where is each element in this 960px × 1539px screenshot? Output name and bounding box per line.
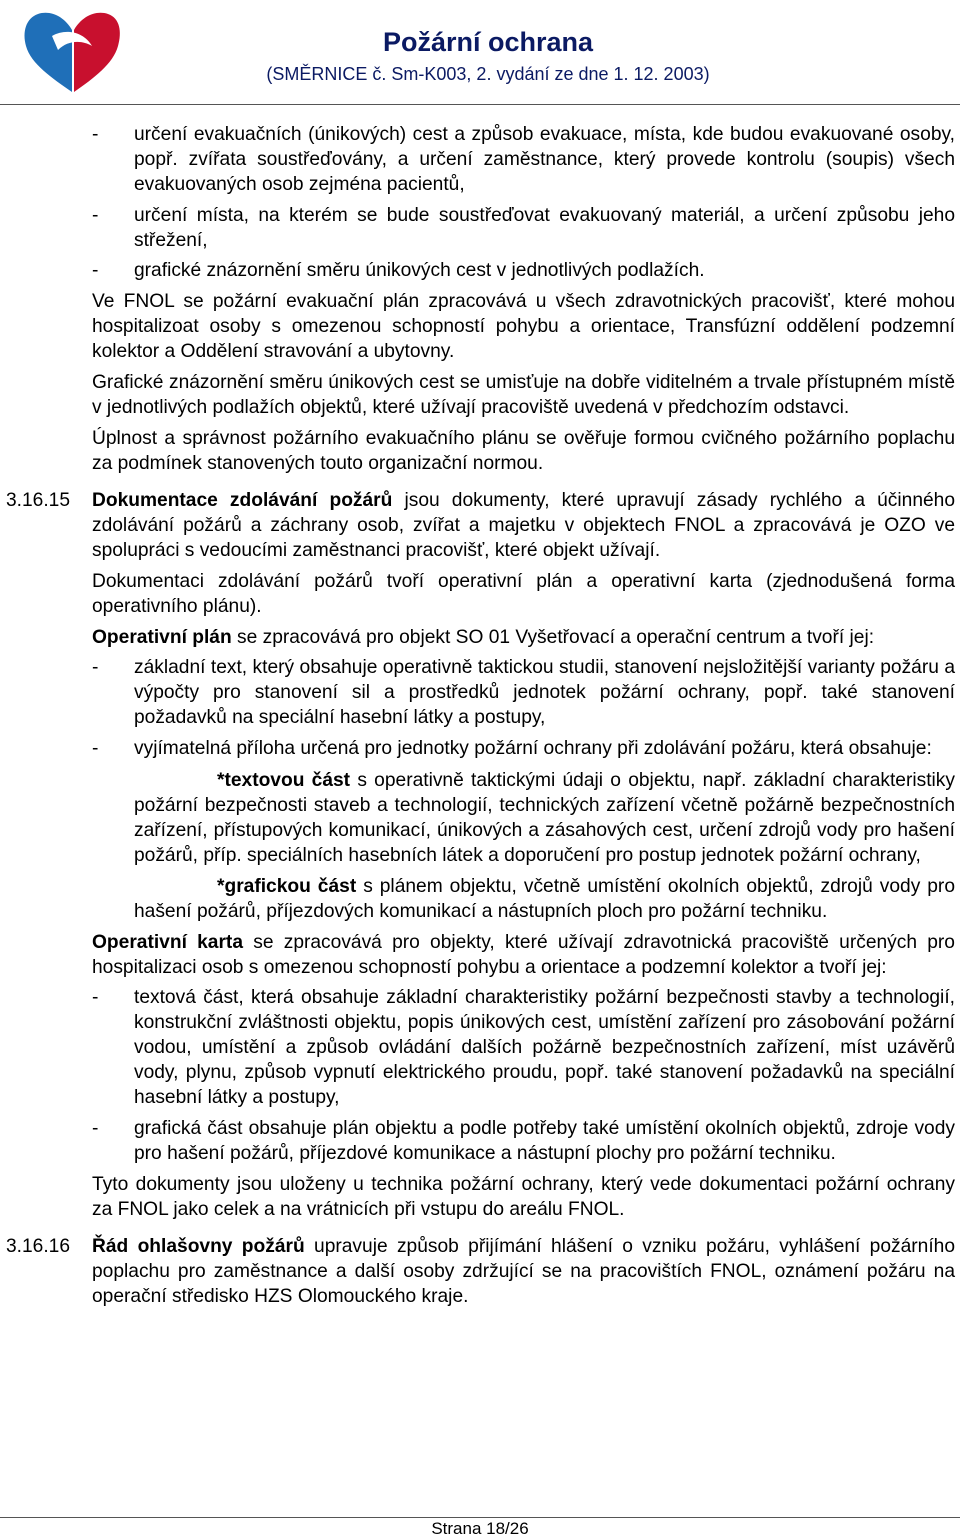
sub-item-text-part: *textovou část s operativně taktickými údaji o objektu, např. základní charakteristiky požární bezpečnosti staveb a technologií, technických zařízení včetně požárně bezpečnostních zařízení, přístupových komunikací, únikových a zásahových cest, určení zdrojů vody pro hašení požárů, příp. speciálních hasebních látek a doporučení pro postup jednotek požární ochrany,	[134, 770, 955, 866]
hospital-logo	[22, 6, 122, 96]
section-heading: Dokumentace zdolávání požárů	[92, 490, 393, 511]
list-item: - určení evakuačních (únikových) cest a způsob evakuace, místa, kde budou evakuované osoby, popř. zvířata soustřeďovány, a určení zaměstnance, který provede kontrolu (soupis) všech evakuovaných osob zejména pacientů,	[92, 124, 955, 195]
section-3-16-16: 3.16.16 Řád ohlašovny požárů upravuje způsob přijímání hlášení o vzniku požáru, vyhlášení požárního poplachu pro zaměstnance a další osoby zdržující se na pracovištích FNOL, oznámení požáru na operační středisko HZS Olomouckého kraje.	[6, 1236, 956, 1307]
paragraph: Úplnost a správnost požárního evakuačního plánu se ověřuje formou cvičného požárního poplachu za podmínek stanovených touto organizační normou.	[92, 428, 955, 474]
list-item: - základní text, který obsahuje operativně taktickou studii, stanovení nejsložitější varianty požáru a výpočty pro stanovení sil a prostředků jednotek požární ochrany, popř. také stanovení požadavků na speciální hasební látky a postupy,	[92, 657, 955, 728]
footer-divider	[0, 1517, 960, 1518]
paragraph: Operativní karta se zpracovává pro objekty, které užívají zdravotnická pracoviště určených pro hospitalizaci osob s omezenou schopností pohybu a orientace a podzemní kolektor a tvoří jej:	[92, 932, 955, 978]
list-item: - grafická část obsahuje plán objektu a podle potřeby také umístění okolních objektů, zdroje vody pro hašení požárů, příjezdové komunikace a nástupní plochy pro požární techniku.	[92, 1118, 955, 1164]
sub-item-graphic-part: *grafickou část s plánem objektu, včetně umístění okolních objektů, zdrojů vody pro hašení požárů, příjezdových komunikací a nástupních ploch pro požární techniku.	[134, 876, 955, 922]
logo-red-half	[74, 13, 120, 92]
paragraph: Grafické znázornění směru únikových cest se umisťuje na dobře viditelném a trvale přístupném místě v jednotlivých podlažích objektů, které užívají pracoviště uvedená v předchozím odstavci.	[92, 372, 955, 418]
paragraph: Tyto dokumenty jsou uloženy u technika požární ochrany, který vede dokumentaci požární ochrany za FNOL jako celek a na vrátnicích při vstupu do areálu FNOL.	[92, 1174, 955, 1220]
page-number: Strana 18/26	[431, 1519, 529, 1538]
section-number: 3.16.16	[6, 1236, 71, 1257]
term-operativni-plan: Operativní plán	[92, 627, 232, 648]
section-number: 3.16.15	[6, 490, 71, 511]
header-divider	[0, 104, 960, 105]
section-3-16-15: 3.16.15 Dokumentace zdolávání požárů jsou dokumenty, které upravují zásady rychlého a účinného zdolávání požárů a záchrany osob, zvířat a majetku v objektech FNOL a zpracovává je OZO ve spolupráci s vedoucími zaměstnanci pracovišť, které objekt užívají.	[6, 490, 956, 561]
section-heading: Řád ohlašovny požárů	[92, 1236, 305, 1257]
page-content	[0, 122, 960, 1309]
paragraph: Ve FNOL se požární evakuační plán zpracovává u všech zdravotnických pracovišť, které mohou hospitalizoat osoby s omezenou schopností pohybu a orientace, Transfúzní oddělení podzemní kolektor a Oddělení stravování a ubytovny.	[92, 291, 955, 362]
paragraph: Operativní plán se zpracovává pro objekt SO 01 Vyšetřovací a operační centrum a tvoří jej:	[92, 627, 875, 648]
list-item: - vyjímatelná příloha určená pro jednotky požární ochrany při zdolávání požáru, která obsahuje:	[92, 738, 932, 759]
header-subtitle: (SMĚRNICE č. Sm-K003, 2. vydání ze dne 1. 12. 2003)	[266, 64, 710, 84]
paragraph: Dokumentaci zdolávání požárů tvoří operativní plán a operativní karta (zjednodušená forma operativního plánu).	[92, 571, 955, 617]
list-item: - textová část, která obsahuje základní charakteristiky požární bezpečnosti stavby a technologií, konstrukční zvláštnosti objektu, popis únikových cest, umístění zařízení pro zásobování požární vodou, umístění a způsob ovládání dalších požárně bezpečnostních zařízení, míst uzávěrů vody, plynu, způsob vypnutí elektrického proudu, popř. také stanovení požadavků na speciální hasební látky a postupy,	[92, 987, 955, 1108]
term-operativni-karta: Operativní karta	[92, 932, 243, 953]
list-item: - určení místa, na kterém se bude soustřeďovat evakuovaný materiál, a určení způsobu jeho střežení,	[92, 205, 955, 251]
header-title: Požární ochrana	[382, 27, 594, 57]
list-item: - grafické znázornění směru únikových cest v jednotlivých podlažích.	[92, 260, 705, 281]
logo-blue-half	[25, 13, 73, 92]
